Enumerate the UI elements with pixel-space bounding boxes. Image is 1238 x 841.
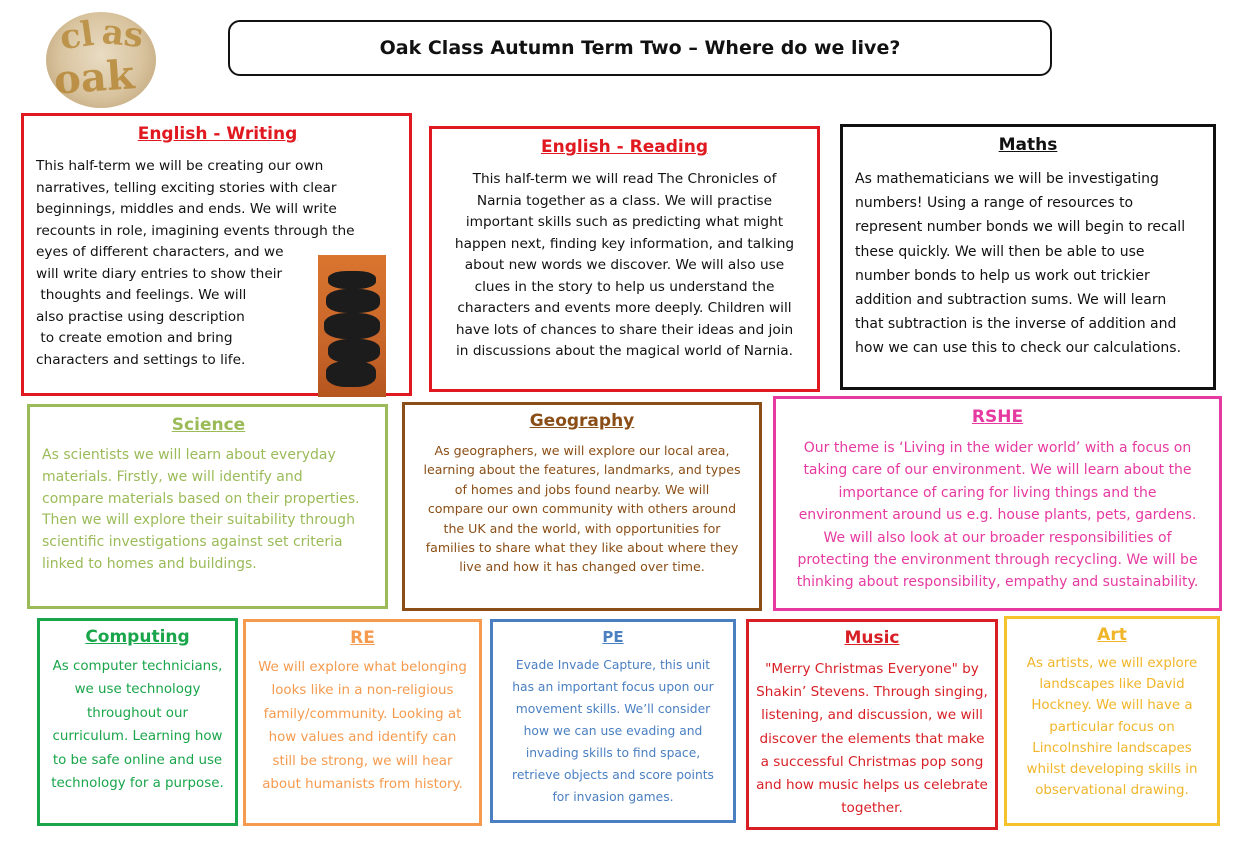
text-line: these quickly. We will then be able to use xyxy=(855,243,1145,260)
text-line: family/community. Looking at xyxy=(263,706,462,722)
book-cover-image-icon xyxy=(318,255,386,397)
oak-class-logo-icon: cl as oak xyxy=(46,12,156,108)
text-line: about new words we discover. We will also use xyxy=(464,257,785,273)
text-line: "Merry Christmas Everyone" by xyxy=(765,661,979,677)
rshe-heading: RSHE xyxy=(971,407,1024,427)
text-line: learning about the features, landmarks, and types xyxy=(423,462,741,478)
page-title-text: Oak Class Autumn Term Two – Where do we live? xyxy=(379,37,901,59)
maths-section xyxy=(840,124,1216,390)
text-line: throughout our xyxy=(87,705,188,721)
computing-heading: Computing xyxy=(85,627,190,647)
geography-heading: Geography xyxy=(529,411,635,431)
text-line: invading skills to find space, xyxy=(525,746,701,760)
computing-body xyxy=(46,655,229,795)
text-line: Evade Invade Capture, this unit xyxy=(515,658,711,672)
pe-body xyxy=(499,654,727,808)
art-body xyxy=(1013,653,1211,801)
text-line: technology for a purpose. xyxy=(51,776,224,792)
text-line: represent number bonds we will begin to recall xyxy=(855,219,1186,236)
text-line: protecting the environment through recycling. We will be xyxy=(797,552,1198,569)
text-line: listening, and discussion, we will xyxy=(761,707,983,724)
english-reading-body xyxy=(446,169,803,363)
text-line: recounts in role, imagining events through the xyxy=(36,222,355,239)
text-line: Lincolnshire landscapes xyxy=(1032,740,1192,756)
music-heading: Music xyxy=(844,628,900,648)
art-section xyxy=(1004,616,1220,826)
music-section xyxy=(746,619,998,830)
text-line: number bonds to help us work out trickier xyxy=(855,267,1150,284)
rshe-body xyxy=(784,437,1211,594)
text-line: of homes and jobs found nearby. We will xyxy=(454,481,710,497)
text-line: how we can use evading and xyxy=(523,724,703,738)
text-line: narratives, telling exciting stories with clear xyxy=(36,179,337,196)
text-line: families to share what they like about where they xyxy=(425,540,739,556)
text-line: thoughts and feelings. We will xyxy=(36,287,247,303)
text-line: This half-term we will be creating our own xyxy=(36,158,324,174)
text-line: As geographers, we will explore our local area, xyxy=(434,443,730,458)
re-heading: RE xyxy=(350,628,375,648)
text-line: happen next, finding key information, and talking xyxy=(454,235,795,252)
text-line: compare materials based on their properties. xyxy=(42,490,360,507)
text-line: retrieve objects and score points xyxy=(512,768,714,782)
text-line: landscapes like David xyxy=(1039,677,1185,693)
text-line: to create emotion and bring xyxy=(36,330,233,346)
maths-body xyxy=(855,167,1201,361)
geography-body xyxy=(413,441,751,577)
text-line: whilst developing skills in xyxy=(1026,762,1198,778)
text-line: in discussions about the magical world of Narnia. xyxy=(456,343,793,359)
english-reading-heading: English - Reading xyxy=(540,137,708,157)
text-line: clues in the story to help us understand the xyxy=(474,278,775,295)
text-line: particular focus on xyxy=(1049,719,1175,735)
text-line: As scientists we will learn about everyday xyxy=(42,447,336,463)
text-line: observational drawing. xyxy=(1035,783,1189,799)
text-line: materials. Firstly, we will identify and xyxy=(42,468,303,485)
text-line: compare our own community with others around xyxy=(427,501,737,517)
geography-section xyxy=(402,402,762,611)
maths-heading: Maths xyxy=(998,135,1058,155)
text-line: curriculum. Learning how xyxy=(52,729,223,745)
pe-heading: PE xyxy=(602,628,624,646)
text-line: looks like in a non-religious xyxy=(271,683,454,699)
text-line: linked to homes and buildings. xyxy=(42,555,257,572)
english-reading-section xyxy=(429,126,820,392)
text-line: also practise using description xyxy=(36,308,245,325)
text-line: to be safe online and use xyxy=(52,752,223,768)
page-title xyxy=(228,20,1052,76)
re-section xyxy=(243,619,482,826)
text-line: that subtraction is the inverse of addition and xyxy=(855,316,1177,333)
text-line: characters and events more deeply. Children will xyxy=(457,300,792,316)
text-line: have lots of chances to share their ideas and join xyxy=(455,321,794,338)
text-line: live and how it has changed over time. xyxy=(459,559,705,575)
text-line: movement skills. We’ll consider xyxy=(515,702,711,716)
text-line: how values and identify can xyxy=(268,730,457,746)
text-line: thinking about responsibility, empathy and sustainability. xyxy=(796,574,1199,591)
text-line: and how music helps us celebrate xyxy=(756,777,988,794)
science-section xyxy=(27,404,388,609)
text-line: characters and settings to life. xyxy=(36,351,246,368)
text-line: how we can use this to check our calculations. xyxy=(855,340,1182,357)
computing-section xyxy=(37,618,238,826)
text-line: environment around us e.g. house plants, pets, gardens. xyxy=(798,507,1197,524)
science-body xyxy=(42,445,375,576)
text-line: This half-term we will read The Chronicles of xyxy=(472,171,777,187)
text-line: Our theme is ‘Living in the wider world’ with a focus on xyxy=(803,440,1192,456)
text-line: for invasion games. xyxy=(552,790,674,804)
text-line: We will explore what belonging xyxy=(258,660,467,675)
text-line: will write diary entries to show their xyxy=(36,265,283,282)
text-line: scientific investigations against set criteria xyxy=(42,534,343,551)
text-line: As mathematicians we will be investigating xyxy=(855,171,1159,187)
text-line: eyes of different characters, and we xyxy=(36,244,284,260)
text-line: Then we will explore their suitability through xyxy=(42,512,355,529)
text-line: As computer technicians, xyxy=(52,659,223,674)
text-line: the UK and the world, with opportunities for xyxy=(443,520,721,536)
art-heading: Art xyxy=(1097,625,1127,645)
text-line: taking care of our environment. We will learn about the xyxy=(803,462,1192,479)
science-heading: Science xyxy=(171,415,246,435)
text-line: importance of caring for living things and the xyxy=(838,484,1157,501)
text-line: still be strong, we will hear xyxy=(272,753,453,769)
text-line: Shakin’ Stevens. Through singing, xyxy=(756,684,988,701)
re-body xyxy=(254,656,471,796)
text-line: numbers! Using a range of resources to xyxy=(855,195,1134,212)
pe-section xyxy=(490,619,736,823)
text-line: beginnings, middles and ends. We will write xyxy=(36,201,337,217)
text-line: together. xyxy=(841,800,903,817)
text-line: Hockney. We will have a xyxy=(1031,698,1193,714)
rshe-section xyxy=(773,396,1222,611)
text-line: important skills such as predicting what might xyxy=(465,214,784,230)
text-line: discover the elements that make xyxy=(759,730,985,747)
text-line: about humanists from history. xyxy=(262,777,463,793)
text-line: a successful Christmas pop song xyxy=(760,753,984,770)
text-line: Narnia together as a class. We will practise xyxy=(476,192,773,209)
text-line: has an important focus upon our xyxy=(512,680,714,694)
text-line: we use technology xyxy=(74,682,201,698)
text-line: As artists, we will explore xyxy=(1026,656,1198,671)
text-line: addition and subtraction sums. We will learn xyxy=(855,292,1167,309)
music-body xyxy=(755,658,989,820)
english-writing-heading: English - Writing xyxy=(137,124,298,144)
text-line: We will also look at our broader responsibilities of xyxy=(823,529,1172,546)
